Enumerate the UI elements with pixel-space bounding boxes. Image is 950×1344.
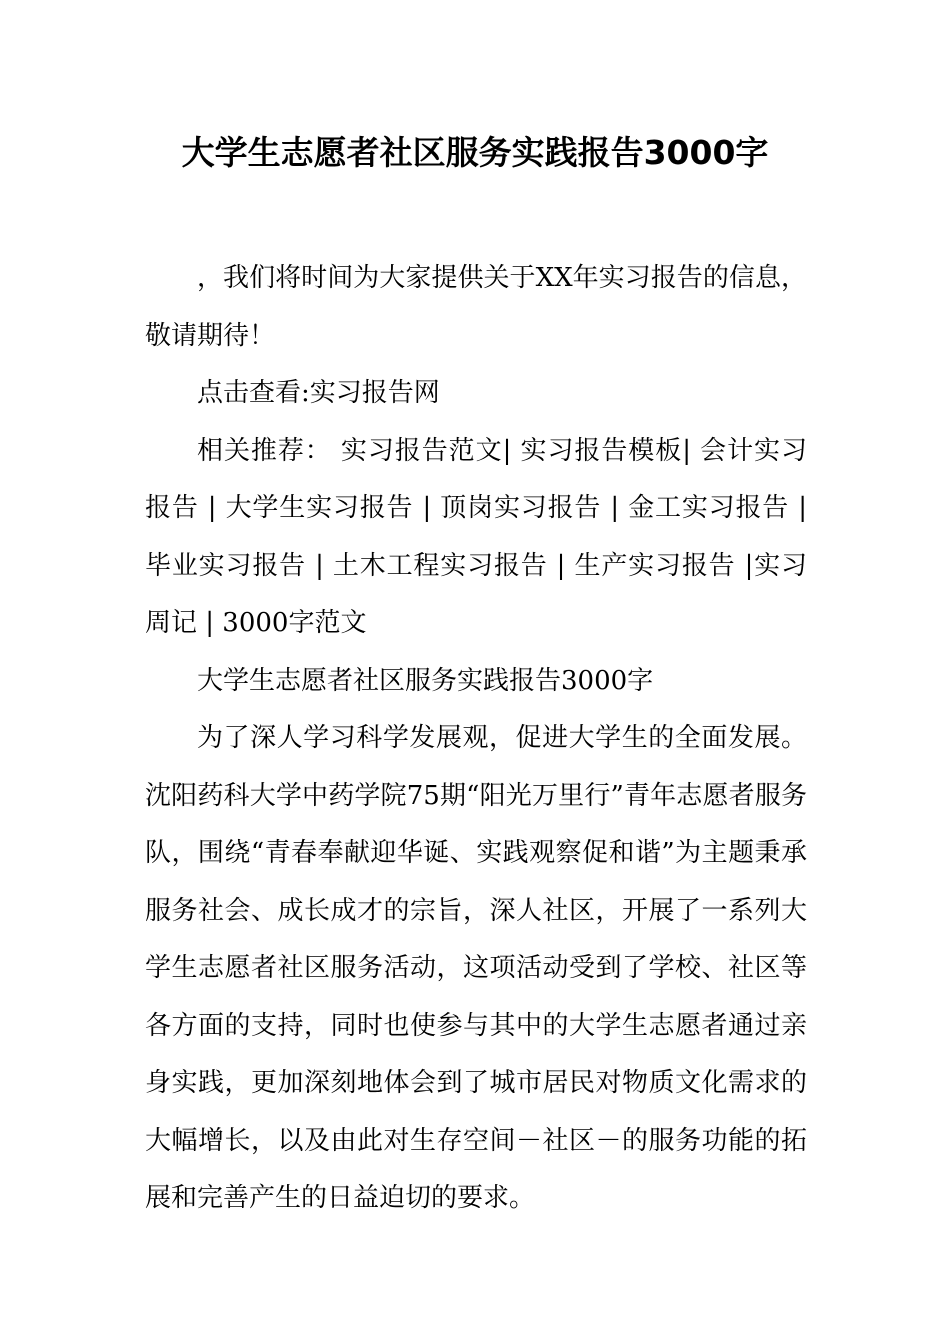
document-body (145, 250, 807, 1228)
subtitle-paragraph: 大学生志愿者社区服务实践报告3000字 (197, 665, 654, 696)
related-recommendations-paragraph: 相关推荐： 实习报告范文| 实习报告模板| 会计实习报告 | 大学生实习报告 | 顶岗实习报告 | 金工实习报告 | 毕业实习报告 | 土木工程实习报告 | 生产实习报告 |实习周记 | 3000字范文 (145, 435, 807, 638)
document-title: 大学生志愿者社区服务实践报告3000字 (181, 133, 769, 172)
main-paragraph: 为了深人学习科学发展观，促进大学生的全面发展。沈阳药科大学中药学院75期“阳光万里行”青年志愿者服务队，围绕“青春奉献迎华诞、实践观察促和谐”为主题秉承服务社会、成长成才的宗旨，深人社区，开展了一系列大学生志愿者社区服务活动，这项活动受到了学校、社区等各方面的支持，同时也使参与其中的大学生志愿者通过亲身实践，更加深刻地体会到了城市居民对物质文化需求的大幅增长，以及由此对生存空间－社区－的服务功能的拓展和完善产生的日益迫切的要求。 (145, 723, 807, 1213)
intro-paragraph: ，我们将时间为大家提供关于XX年实习报告的信息，敬请期待！ (145, 263, 807, 351)
link-paragraph: 点击查看:实习报告网 (197, 378, 440, 408)
